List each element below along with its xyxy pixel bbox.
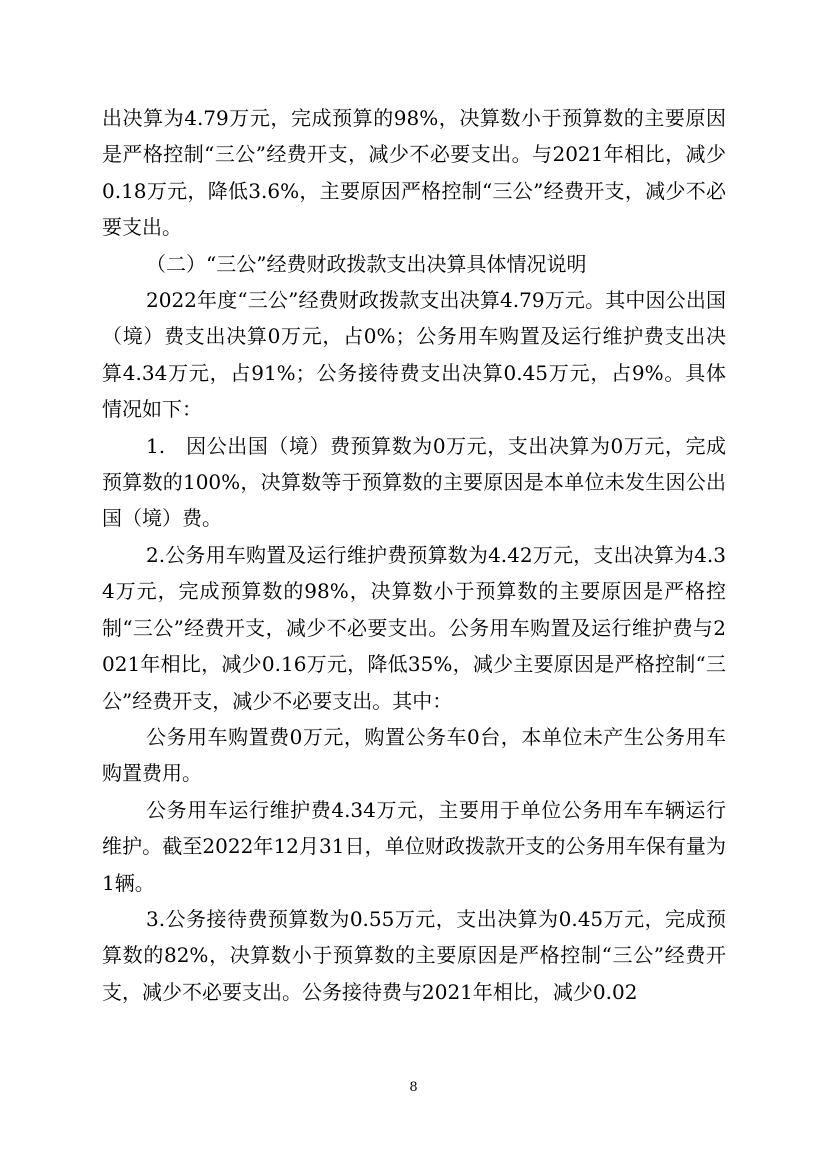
paragraph-budget-summary: 出决算为4.79万元，完成预算的98%，决算数小于预算数的主要原因是严格控制“三公”经费开支，减少不必要支出。与2021年相比，减少0.18万元，降低3.6%，主要原因严格控制“三公”经费开支，减少不必要支出。: [102, 106, 726, 240]
paragraph-vehicle-maintenance: 公务用车运行维护费4.34万元，主要用于单位公务用车车辆运行维护。截至2022年12月31日，单位财政拨款开支的公务用车保有量为1辆。: [102, 797, 726, 895]
paragraph-vehicle-purchase: 公务用车购置费0万元，购置公务车0台，本单位未产生公务用车购置费用。: [102, 724, 726, 786]
paragraph-2022-expense-overview: 2022年度“三公”经费财政拨款支出决算4.79万元。其中因公出国（境）费支出决算0万元，占0%；公务用车购置及运行维护费支出决算4.34万元，占91%；公务接待费支出决算0.45万元，占9%。具体情况如下：: [102, 288, 726, 422]
paragraph-vehicle-expense: 2.公务用车购置及运行维护费预算数为4.42万元，支出决算为4.34万元，完成预算数的98%，决算数小于预算数的主要原因是严格控制“三公”经费开支，减少不必要支出。公务用车购置及运行维护费与2021年相比，减少0.16万元，降低35%，减少主要原因是严格控制“三公”经费开支，减少不必要支出。其中：: [102, 542, 726, 713]
paragraph-overseas-travel-expense: 1. 因公出国（境）费预算数为0万元，支出决算为0万元，完成预算数的100%，决算数等于预算数的主要原因是本单位未发生因公出国（境）费。: [102, 433, 726, 531]
document-body: [102, 100, 726, 1010]
paragraph-reception-expense: 3.公务接待费预算数为0.55万元，支出决算为0.45万元，完成预算数的82%，决算数小于预算数的主要原因是严格控制“三公”经费开支，减少不必要支出。公务接待费与2021年相比，减少0.02: [102, 906, 726, 1004]
section-heading-three-public-expenses: （二）“三公”经费财政拨款支出决算具体情况说明: [146, 251, 587, 276]
page-number: 8: [409, 1080, 418, 1095]
